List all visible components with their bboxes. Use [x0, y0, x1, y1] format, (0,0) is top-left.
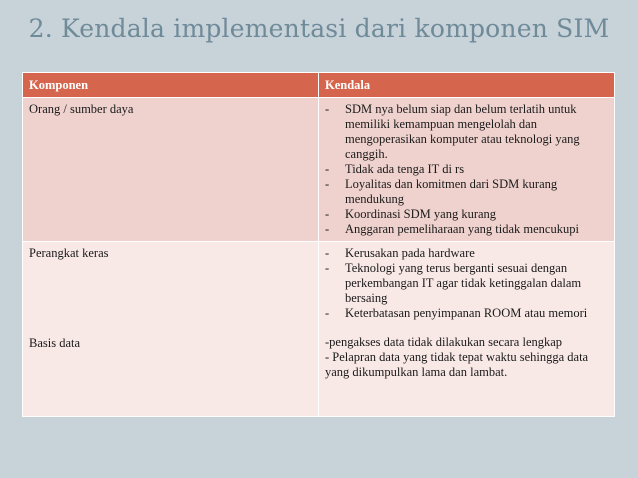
- cell-komponen: [23, 242, 319, 417]
- list-item: - Kerusakan pada hardware: [325, 246, 608, 261]
- list-item: - Keterbatasan penyimpanan ROOM atau memori: [325, 306, 608, 321]
- table-row: [23, 98, 615, 242]
- list-item: - Koordinasi SDM yang kurang: [325, 207, 608, 222]
- list-item: - Anggaran pemeliharaan yang tidak mencukupi: [325, 222, 608, 237]
- table-header-row: [23, 73, 615, 98]
- header-komponen: Komponen: [23, 73, 319, 98]
- kendala-basis-data-1: -pengakses data tidak dilakukan secara lengkap: [325, 335, 563, 349]
- spacer: [325, 321, 608, 335]
- kendala-basis-data-2: - Pelapran data yang tidak tepat waktu sehingga data yang dikumpulkan lama dan lambat.: [325, 350, 589, 379]
- cell-kendala: [319, 98, 615, 242]
- komponen-basis-data: Basis data: [29, 336, 81, 350]
- header-kendala: Kendala: [319, 73, 615, 98]
- cell-komponen: Orang / sumber daya: [23, 98, 319, 242]
- list-item: - Teknologi yang terus berganti sesuai dengan perkembangan IT agar tidak ketinggalan dalam bersaing: [325, 261, 608, 306]
- kendala-table: [22, 72, 615, 417]
- spacer: [29, 261, 312, 336]
- kendala-list: [325, 102, 608, 237]
- cell-kendala: [319, 242, 615, 417]
- list-item: - Loyalitas dan komitmen dari SDM kurang mendukung: [325, 177, 608, 207]
- table-row: [23, 242, 615, 417]
- komponen-perangkat-keras: Perangkat keras: [29, 246, 109, 260]
- list-item: - SDM nya belum siap dan belum terlatih untuk memiliki kemampuan mengelolah dan mengoperasikan komputer atau teknologi yang canggih.: [325, 102, 608, 162]
- list-item: - Tidak ada tenga IT di rs: [325, 162, 608, 177]
- kendala-list: [325, 246, 608, 321]
- slide-title: 2. Kendala implementasi dari komponen SIM: [28, 14, 610, 43]
